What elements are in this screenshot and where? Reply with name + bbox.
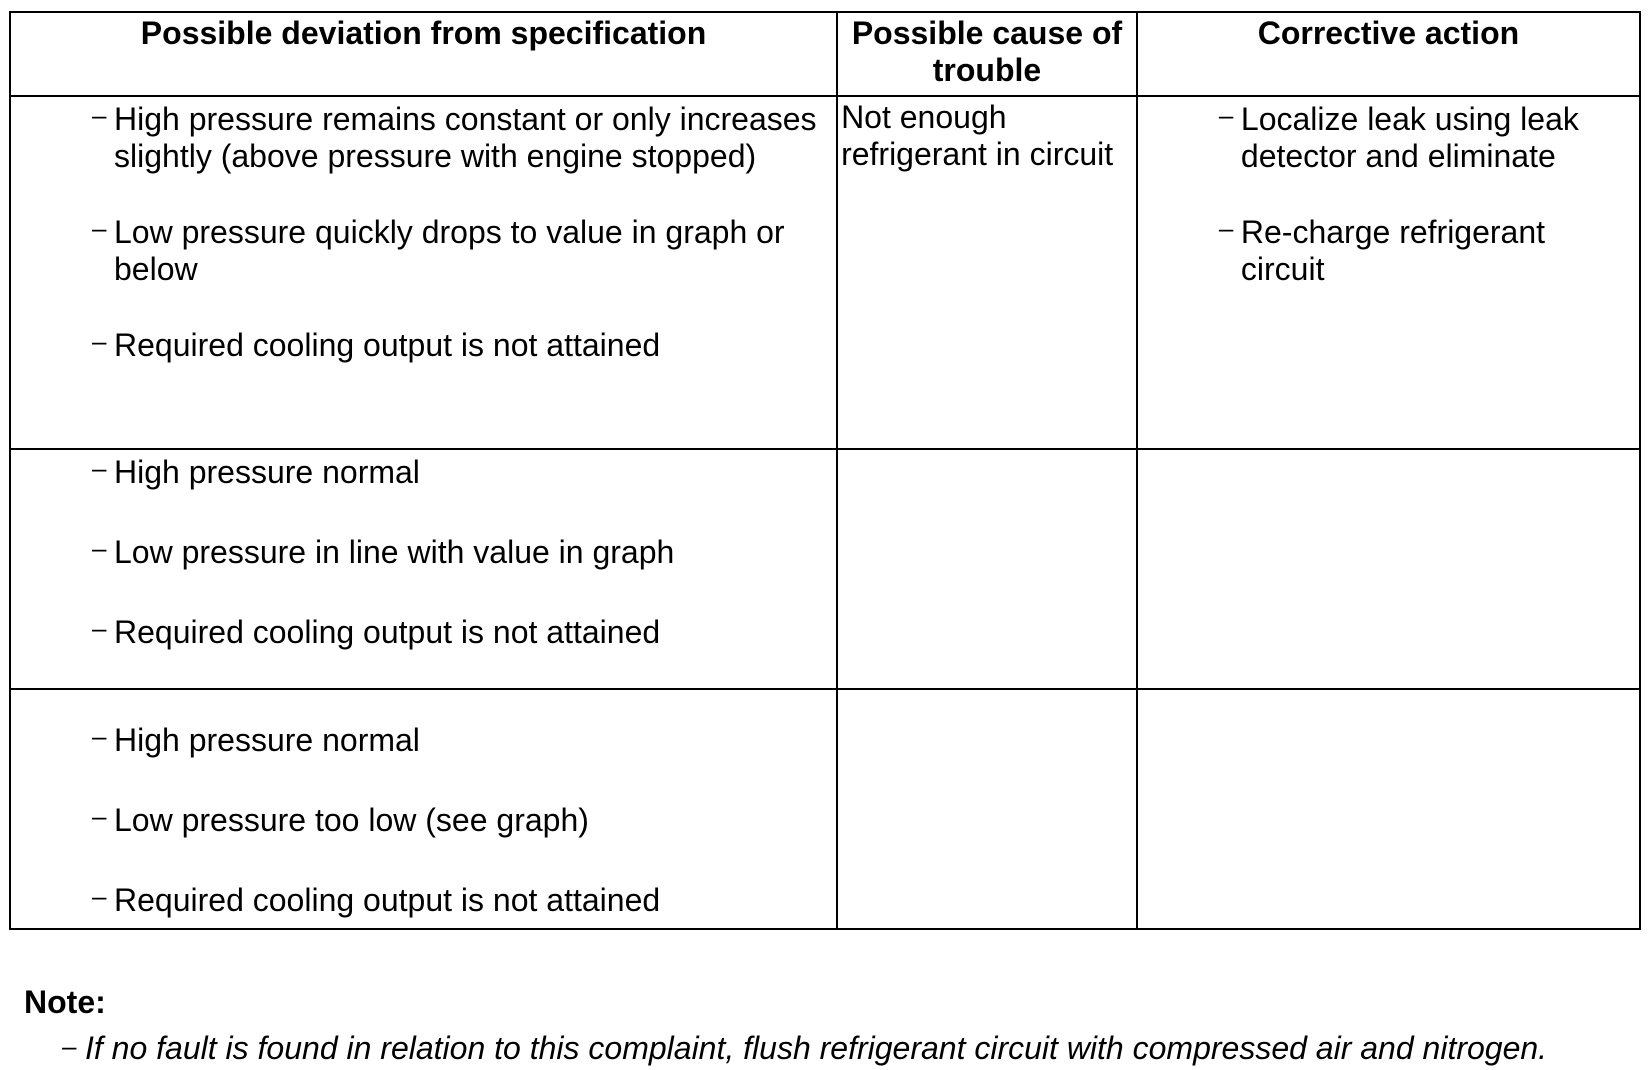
- dash-bullet: –: [92, 213, 107, 243]
- list-item: [92, 327, 830, 364]
- note-label: Note:: [24, 984, 106, 1020]
- dash-bullet: –: [92, 326, 107, 356]
- action-cell: [1137, 96, 1640, 449]
- dash-bullet: –: [92, 881, 107, 911]
- action-text: Localize leak using leak detector and eliminate: [1240, 101, 1579, 174]
- troubleshooting-table: [9, 11, 1641, 930]
- note-text: If no fault is found in relation to this complaint, flush refrigerant circuit with compressed air and nitrogen.: [85, 1030, 1548, 1066]
- cause-cell: [837, 96, 1137, 449]
- list-item: [92, 614, 830, 651]
- list-item: [92, 882, 830, 919]
- list-item: [92, 802, 830, 839]
- list-item: [92, 101, 830, 175]
- dash-bullet: –: [1218, 100, 1234, 130]
- action-text: Re-charge refrigerant circuit: [1240, 214, 1546, 287]
- deviation-text: Low pressure in line with value in graph: [114, 534, 675, 570]
- deviation-cell: [10, 96, 837, 449]
- table-row: [10, 689, 1640, 929]
- deviation-text: High pressure remains constant or only increases slightly (above pressure with engine stopped): [114, 101, 817, 174]
- deviation-list: [11, 450, 836, 651]
- dash-bullet: –: [92, 721, 107, 751]
- action-cell: [1137, 449, 1640, 689]
- deviation-text: Required cooling output is not attained: [114, 882, 661, 918]
- deviation-cell: [10, 449, 837, 689]
- action-list: [1138, 97, 1639, 288]
- dash-bullet: –: [92, 613, 107, 643]
- deviation-list: [11, 97, 836, 364]
- list-item: [92, 454, 830, 491]
- cause-cell: [837, 449, 1137, 689]
- deviation-text: Required cooling output is not attained: [114, 327, 661, 363]
- deviation-text: Low pressure quickly drops to value in graph or below: [114, 214, 785, 287]
- dash-bullet: –: [1218, 213, 1234, 243]
- list-item: [92, 722, 830, 759]
- table-row: [10, 96, 1640, 449]
- deviation-text: High pressure normal: [114, 722, 420, 758]
- deviation-text: Required cooling output is not attained: [114, 614, 661, 650]
- list-item: [1219, 101, 1633, 175]
- dash-bullet: –: [92, 801, 107, 831]
- dash-bullet: –: [62, 1031, 77, 1061]
- list-item: [92, 534, 830, 571]
- table-row: [10, 449, 1640, 689]
- table-header-row: [10, 12, 1640, 96]
- deviation-list: [11, 690, 836, 919]
- header-action: Corrective action: [1137, 12, 1640, 96]
- dash-bullet: –: [92, 100, 107, 130]
- dash-bullet: –: [92, 533, 107, 563]
- deviation-cell: [10, 689, 837, 929]
- header-deviation: Possible deviation from specification: [10, 12, 837, 96]
- action-cell: [1137, 689, 1640, 929]
- list-item: [1219, 214, 1633, 288]
- deviation-text: Low pressure too low (see graph): [114, 802, 589, 838]
- cause-text: Not enough refrigerant in circuit: [841, 99, 1114, 172]
- note-block: [24, 982, 1624, 1068]
- note-text-line: [24, 1028, 1624, 1068]
- cause-cell: [837, 689, 1137, 929]
- header-cause: Possible cause of trouble: [837, 12, 1137, 96]
- deviation-text: High pressure normal: [114, 454, 420, 490]
- dash-bullet: –: [92, 453, 107, 483]
- list-item: [92, 214, 830, 288]
